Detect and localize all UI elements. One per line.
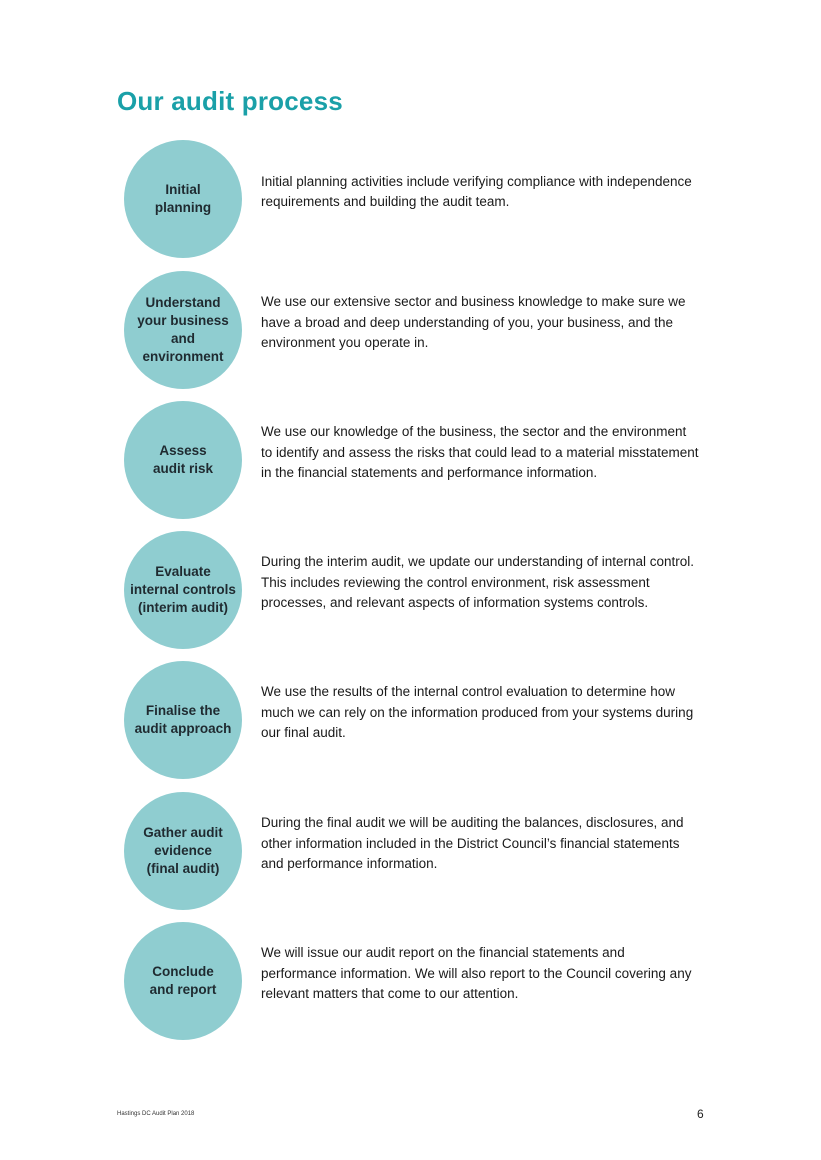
- step-circle: Finalise the audit approach: [124, 661, 242, 779]
- step-description: We use our extensive sector and business knowledge to make sure we have a broad and deep understanding of you, your business, and the environment you operate in.: [261, 294, 686, 351]
- step-circle: Gather audit evidence (final audit): [124, 792, 242, 910]
- step-circle: Assess audit risk: [124, 401, 242, 519]
- step-circle: Evaluate internal controls (interim audit): [124, 531, 242, 649]
- step-description: During the interim audit, we update our understanding of internal control. This includes reviewing the control environment, risk assessment processes, and relevant aspects of information systems controls.: [261, 554, 695, 611]
- step-description: We use the results of the internal control evaluation to determine how much we can rely on the information produced from your systems during our final audit.: [261, 684, 694, 741]
- step-description: We will issue our audit report on the financial statements and performance information. We will also report to the Council covering any relevant matters that come to our attention.: [261, 945, 692, 1002]
- footer-document-title: Hastings DC Audit Plan 2018: [117, 1111, 195, 1117]
- process-step-evaluate-controls: [124, 531, 704, 649]
- process-step-assess-risk: [124, 401, 704, 519]
- step-circle: Conclude and report: [124, 922, 242, 1040]
- process-step-initial-planning: [124, 140, 704, 258]
- page-title: Our audit process: [117, 86, 343, 116]
- process-step-understand-business: [124, 271, 704, 389]
- process-step-finalise-approach: [124, 661, 704, 779]
- process-step-gather-evidence: [124, 792, 704, 910]
- page-number: 6: [697, 1107, 704, 1121]
- step-circle: Understand your business and environment: [124, 271, 242, 389]
- step-circle: Initial planning: [124, 140, 242, 258]
- step-description: Initial planning activities include verifying compliance with independence requirements and building the audit team.: [261, 173, 692, 209]
- process-step-conclude-report: [124, 922, 704, 1040]
- step-description: During the final audit we will be auditing the balances, disclosures, and other information included in the District Council’s financial statements and performance information.: [261, 815, 684, 872]
- step-description: We use our knowledge of the business, the sector and the environment to identify and assess the risks that could lead to a material misstatement in the financial statements and performance information.: [261, 424, 699, 481]
